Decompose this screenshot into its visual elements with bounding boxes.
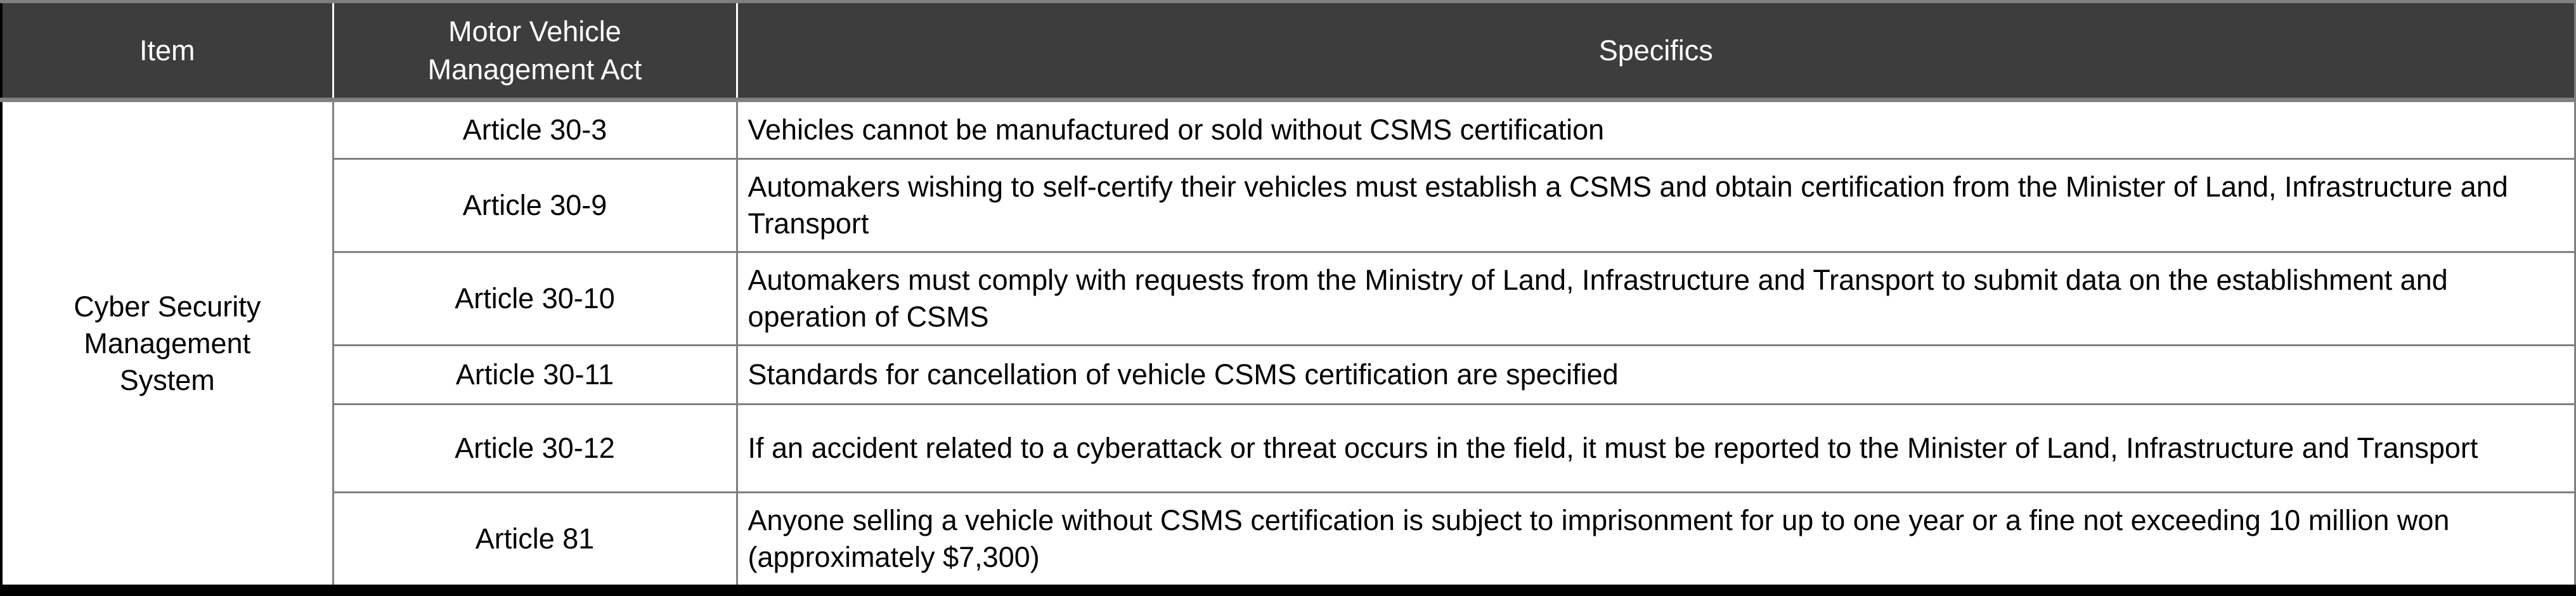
- table-row: [1, 252, 2575, 346]
- column-header-item-label: Item: [139, 34, 195, 67]
- column-header-specifics: [737, 2, 2575, 100]
- item-group-line2: Management: [84, 327, 251, 360]
- table-row: [1, 405, 2575, 493]
- column-header-specifics-label: Specifics: [1598, 34, 1713, 67]
- specifics-cell: [737, 252, 2575, 346]
- article-label: Article 30-11: [455, 358, 614, 391]
- table-row: [1, 159, 2575, 252]
- specifics-text: Automakers must comply with requests from the Ministry of Land, Infrastructure and Transport to submit data on the establishment and operation of CSMS: [748, 264, 2448, 333]
- specifics-text: Standards for cancellation of vehicle CSMS certification are specified: [748, 358, 1619, 391]
- article-cell: [333, 405, 737, 493]
- item-group-line1: Cyber Security: [74, 290, 261, 323]
- column-header-act-line1: Motor Vehicle: [448, 15, 621, 48]
- article-cell: [333, 100, 737, 159]
- specifics-cell: [737, 493, 2575, 592]
- column-header-item: [1, 2, 333, 100]
- article-cell: [333, 493, 737, 592]
- article-cell: [333, 252, 737, 346]
- article-cell: [333, 159, 737, 252]
- article-cell: [333, 346, 737, 405]
- article-label: Article 30-3: [462, 113, 607, 146]
- specifics-cell: [737, 159, 2575, 252]
- specifics-text: If an accident related to a cyberattack or threat occurs in the field, it must be reported to the Minister of Land, Infrastructure and Transport: [748, 432, 2478, 464]
- table-header-row: [1, 2, 2575, 100]
- table-row: [1, 346, 2575, 405]
- article-label: Article 81: [475, 522, 595, 555]
- specifics-cell: [737, 346, 2575, 405]
- item-group-cell: [1, 100, 333, 592]
- specifics-cell: [737, 100, 2575, 159]
- specifics-text: Vehicles cannot be manufactured or sold without CSMS certification: [748, 113, 1605, 146]
- item-group-line3: System: [119, 363, 215, 396]
- column-header-act-line2: Management Act: [427, 53, 642, 86]
- article-label: Article 30-10: [455, 282, 615, 314]
- column-header-act: [333, 2, 737, 100]
- article-label: Article 30-9: [462, 189, 607, 221]
- specifics-text: Automakers wishing to self-certify their vehicles must establish a CSMS and obtain certification from the Minister of Land, Infrastructure and Transport: [748, 171, 2508, 240]
- specifics-cell: [737, 405, 2575, 493]
- table-row: [1, 100, 2575, 159]
- specifics-text: Anyone selling a vehicle without CSMS certification is subject to imprisonment for up to one year or a fine not exceeding 10 million won (approximately $7,300): [748, 504, 2450, 573]
- article-label: Article 30-12: [455, 432, 615, 464]
- table-row: [1, 493, 2575, 592]
